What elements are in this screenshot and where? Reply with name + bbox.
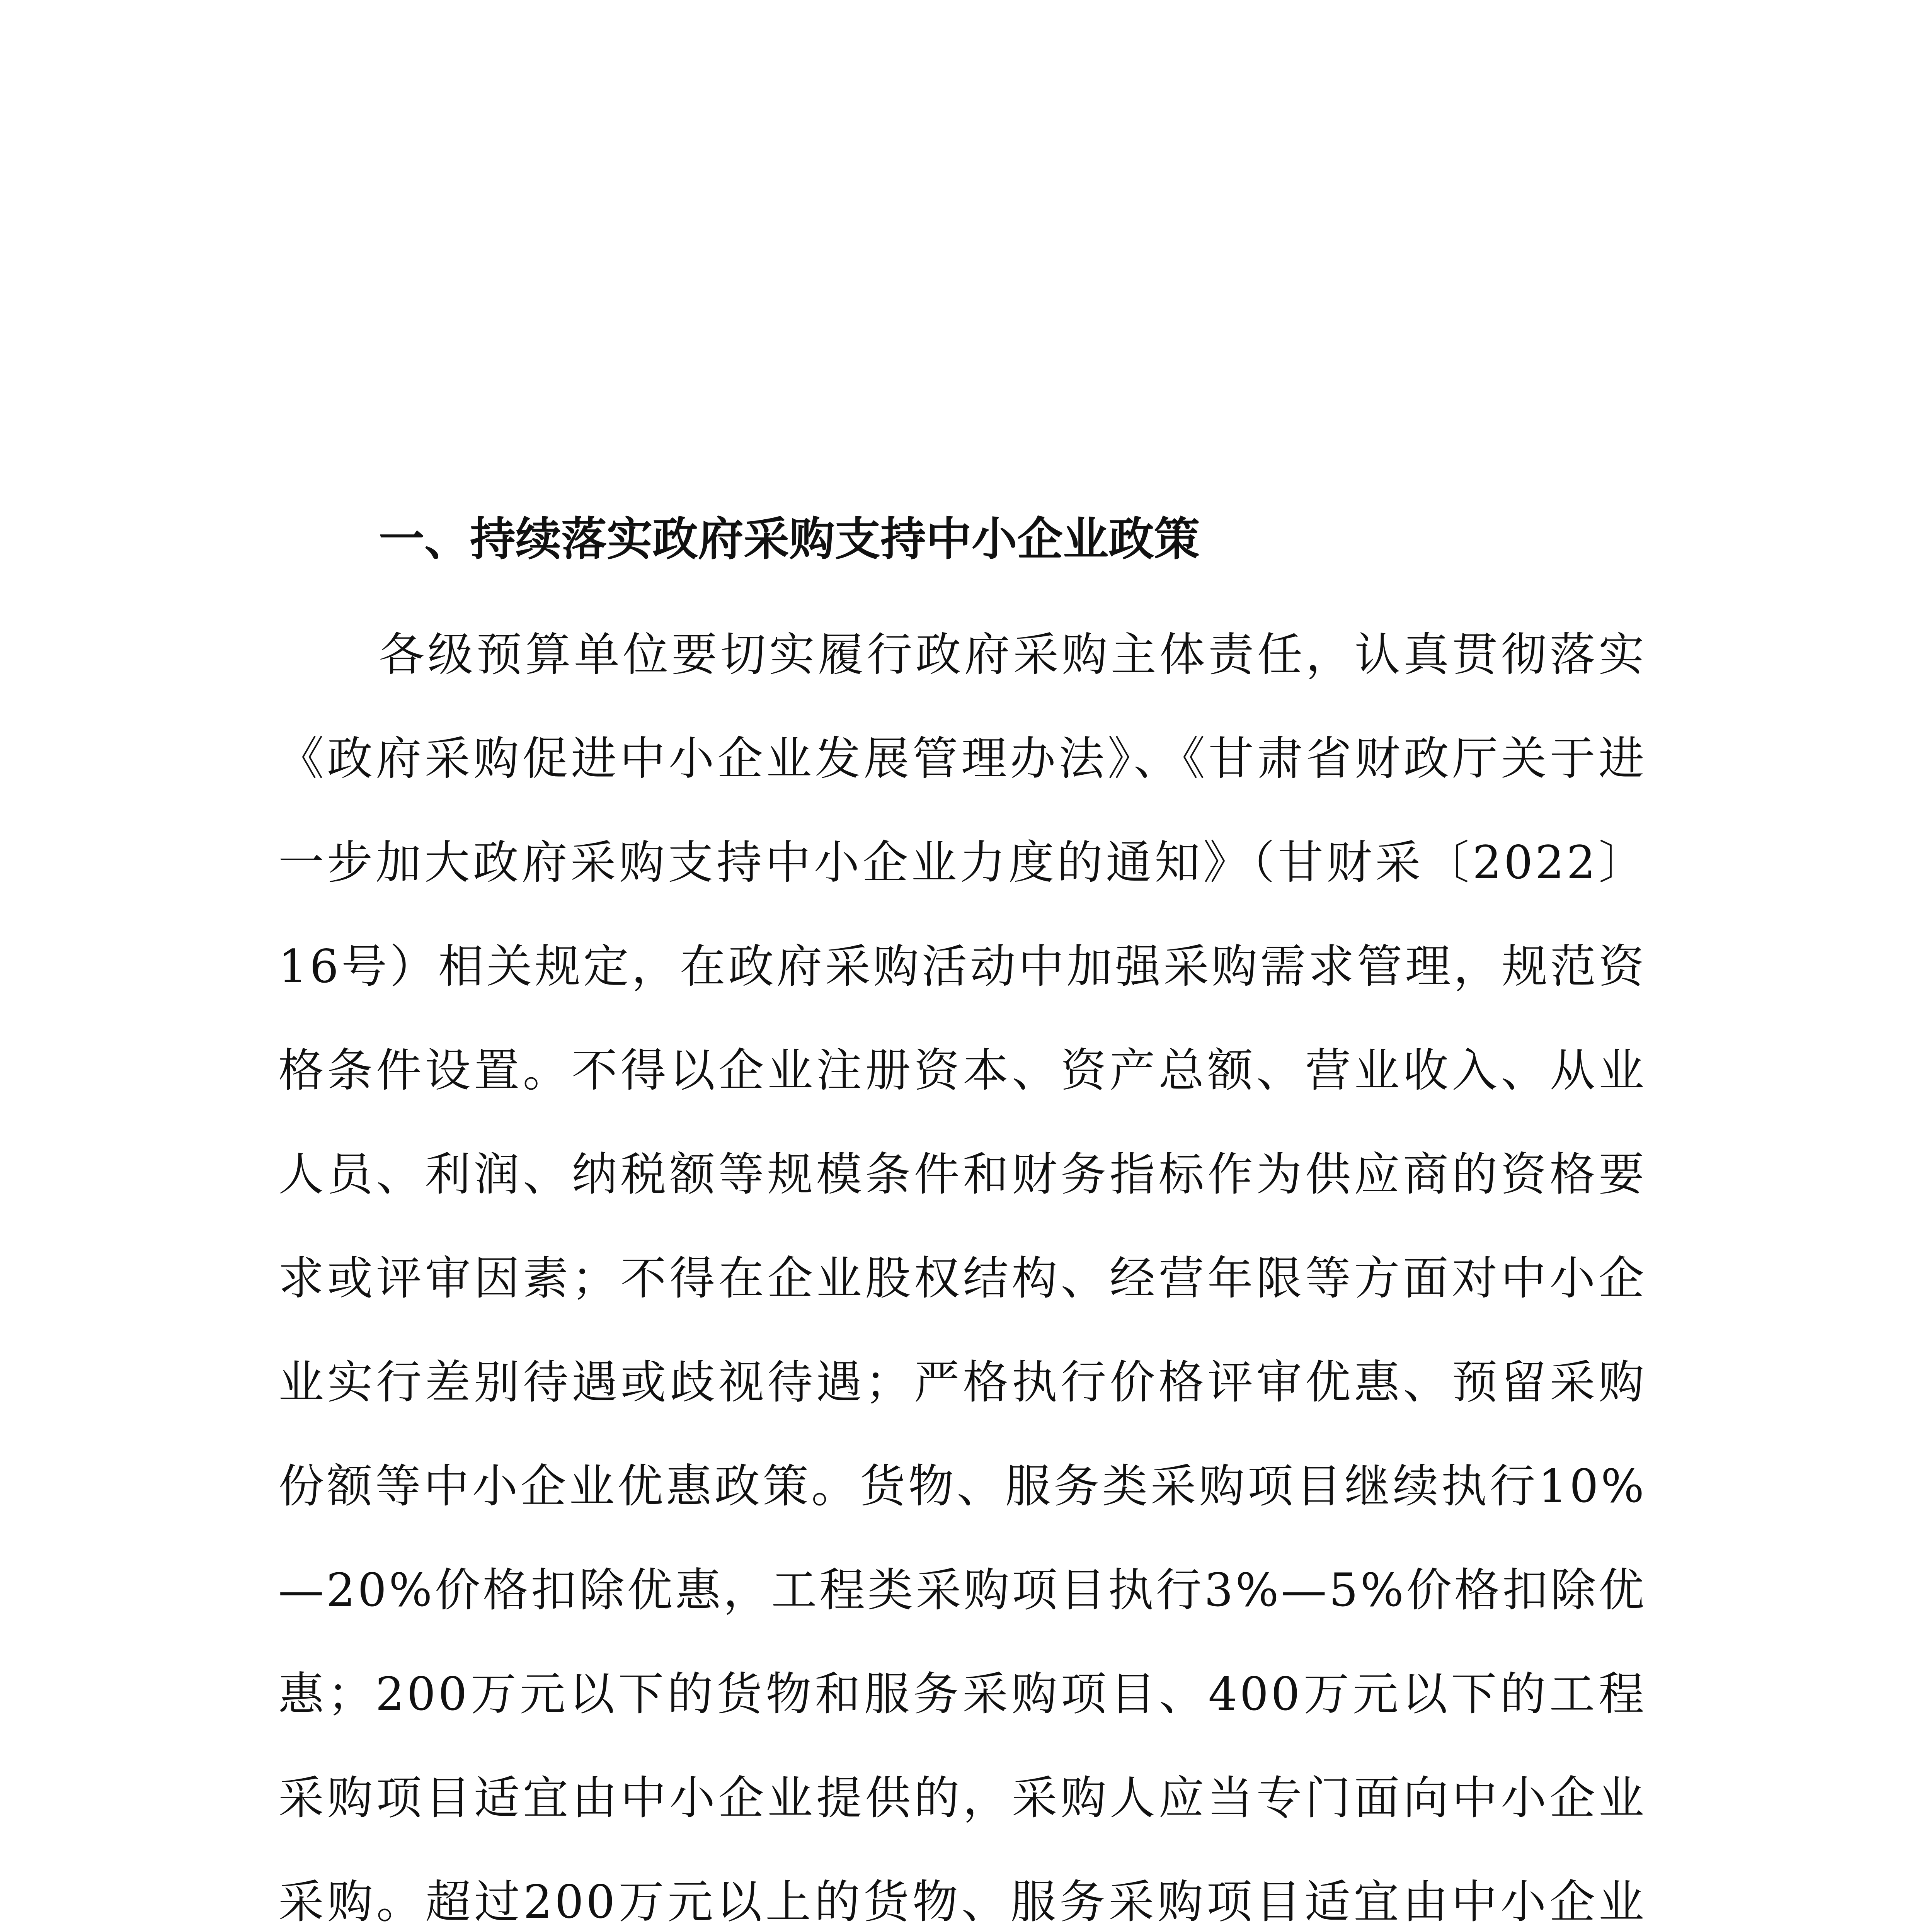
section-heading-1: 一、持续落实政府采购支持中小企业政策	[379, 512, 1200, 566]
section-1-paragraph: 各级预算单位要切实履行政府采购主体责任，认真贯彻落实《政府采购促进中小企业发展管理办法》、《甘肃省财政厅关于进一步加大政府采购支持中小企业力度的通知》（甘财采〔2022〕16号）相关规定，在政府采购活动中加强采购需求管理，规范资格条件设置。不得以企业注册资本、资产总额、营业收入、从业人员、利润、纳税额等规模条件和财务指标作为供应商的资格要求或评审因素；不得在企业股权结构、经营年限等方面对中小企业实行差别待遇或歧视待遇；严格执行价格评审优惠、预留采购份额等中小企业优惠政策。货物、服务类采购项目继续执行10%—20%价格扣除优惠，工程类采购项目执行3%—5%价格扣除优惠；200万元以下的货物和服务采购项目、400万元以下的工程采购项目适宜由中小企业提供的，采购人应当专门面向中小企业采购。超过200万元以上的货物、服务采购项目适宜由中小企业	[278, 628, 1646, 1929]
